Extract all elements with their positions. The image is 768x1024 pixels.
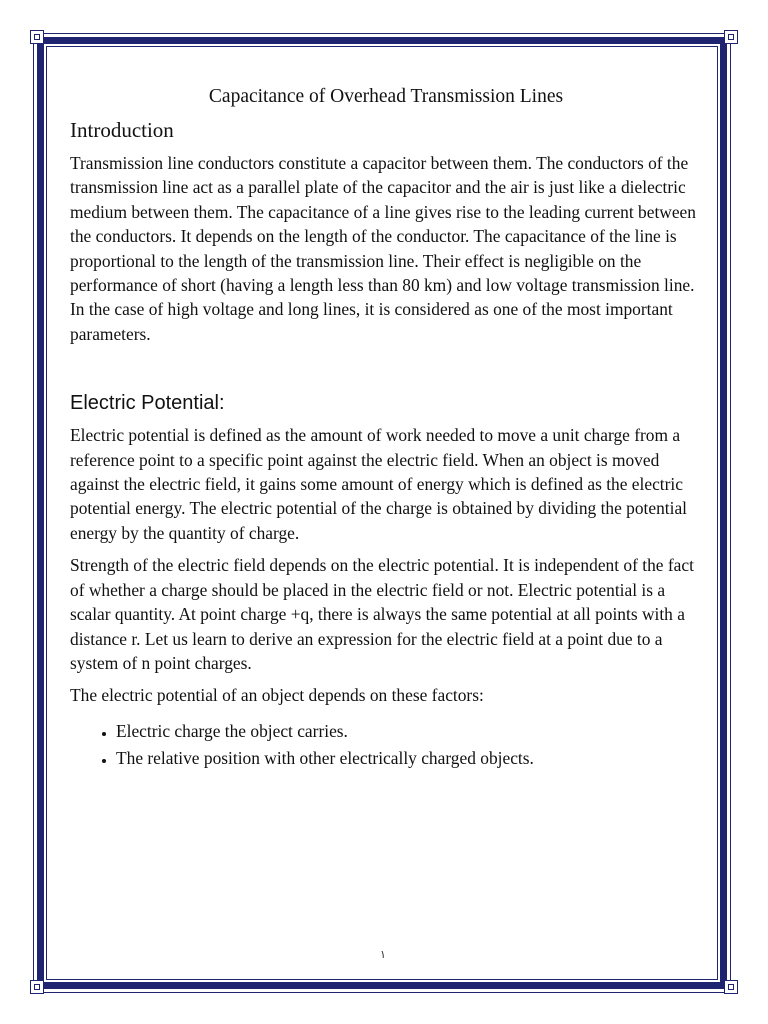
corner-ornament-top-left [30, 30, 44, 44]
corner-ornament-bottom-left [30, 980, 44, 994]
electric-potential-paragraph-2: Strength of the electric field depends on the electric potential. It is independent of the fact of whether a charge should be placed in the electric field or not. Electric potential is a scalar quantity. At point charge +q, there is always the same potential at all points with a distance r. Let us learn to derive an expression for the electric field at a point due to a system of n point charges. [70, 555, 694, 673]
page-content [70, 86, 702, 772]
corner-ornament-bottom-right [724, 980, 738, 994]
page-number: ١ [380, 949, 386, 961]
list-item: • The relative position with other electrically charged objects. [116, 745, 702, 772]
electric-potential-paragraph-3: The electric potential of an object depends on these factors: [70, 685, 484, 706]
section-heading-electric-potential: Electric Potential: [70, 392, 225, 415]
list-item: • Electric charge the object carries. [116, 718, 702, 745]
document-title: Capacitance of Overhead Transmission Lines [208, 86, 564, 107]
electric-potential-paragraph-1: Electric potential is defined as the amount of work needed to move a unit charge from a reference point to a specific point against the electric field. When an object is moved against the electric field, it gains some amount of energy which is defined as the electric potential energy. The electric potential of the charge is obtained by dividing the potential energy by the quantity of charge. [70, 425, 688, 543]
introduction-paragraph: Transmission line conductors constitute a capacitor between them. The conductors of the transmission line act as a parallel plate of the capacitor and the air is just like a dielectric medium between them. The capacitance of a line gives rise to the leading current between the conductors. It depends on the length of the conductor. The capacitance of the line is proportional to the length of the transmission line. Their effect is negligible on the performance of short (having a length less than 80 km) and low voltage transmission line. In the case of high voltage and long lines, it is considered as one of the most important parameters. [70, 153, 696, 344]
factors-list [70, 718, 702, 772]
corner-ornament-top-right [724, 30, 738, 44]
section-heading-introduction: Introduction [70, 118, 174, 142]
